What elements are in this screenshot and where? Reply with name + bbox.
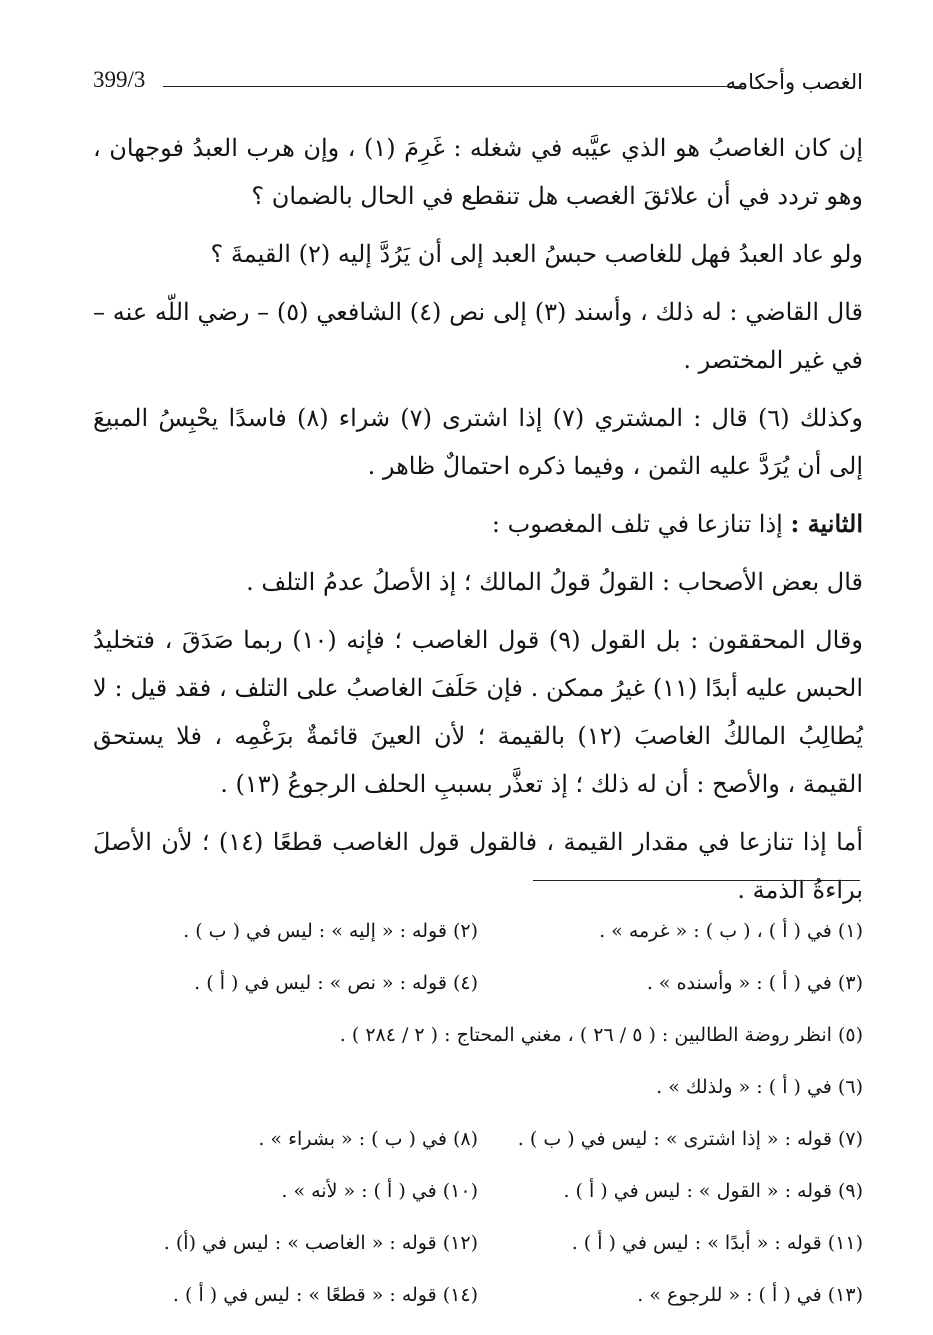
footnote: (١٣) في ( أ ) : « للرجوع » . — [637, 1284, 863, 1306]
footnote: (٤) قوله : « نص » : ليس في ( أ ) . — [194, 972, 478, 994]
footnote-row — [93, 1113, 863, 1165]
footnote-row — [93, 905, 863, 957]
paragraph-text: وقال المحققون : بل القول (٩) قول الغاصب ؛ فإنه (١٠) ربما صَدَقَ ، فتخليدُ الحبس عليه أبدًا (١١) غيرُ ممكن . فإن حَلَفَ الغاصبُ على التلف ، فقد قيل : لا يُطالِبُ المالكُ الغاصبَ (١٢) بالقيمة ؛ لأن العينَ قائمةٌ برَغْمِه ، فلا يستحق القيمة ، والأصح : أن له ذلك ؛ إذ تعذَّر بسببِ الحلف الرجوعُ (١٣) . — [93, 626, 863, 798]
footnote: (١٤) قوله : « قطعًا » : ليس في ( أ ) . — [172, 1284, 478, 1306]
paragraph — [93, 288, 863, 384]
chapter-title: الغصب وأحكامه — [725, 70, 863, 94]
footnote-row — [93, 1165, 863, 1217]
footnotes — [93, 905, 863, 1321]
paragraph — [93, 616, 863, 808]
main-text — [93, 124, 863, 924]
footnote-row — [93, 957, 863, 1009]
footnote-separator — [533, 880, 860, 881]
section-label: الثانية : — [790, 509, 863, 538]
footnote: (٥) انظر روضة الطالبين : ( ٥ / ٢٦ ) ، مغني المحتاج : ( ٢ / ٢٨٤ ) . — [339, 1024, 863, 1046]
paragraph — [93, 124, 863, 220]
paragraph-text: أما إذا تنازعا في مقدار القيمة ، فالقول قول الغاصب قطعًا (١٤) ؛ لأن الأصلَ براءةُ الذمة . — [93, 828, 863, 904]
running-header — [93, 62, 863, 102]
footnote-row — [93, 1061, 863, 1113]
paragraph-text: إذا تنازعا في تلف المغصوب : — [491, 510, 783, 538]
footnote: (٨) في ( ب ) : « بشراء » . — [258, 1128, 478, 1150]
paragraph — [93, 558, 863, 606]
footnote-row — [93, 1217, 863, 1269]
footnote: (١) في ( أ ) ، ( ب ) : « غرمه » . — [599, 920, 863, 942]
header-rule — [163, 86, 745, 87]
paragraph — [93, 818, 863, 914]
footnote: (٣) في ( أ ) : « وأسنده » . — [646, 972, 863, 994]
paragraph-text: وكذلك (٦) قال : المشتري (٧) إذا اشترى (٧) شراء (٨) فاسدًا يحْبِسُ المبيعَ إلى أن يُرَدَّ عليه الثمن ، وفيما ذكره احتمالٌ ظاهر . — [93, 404, 863, 480]
footnote: (٢) قوله : « إليه » : ليس في ( ب ) . — [183, 920, 478, 942]
footnote-row — [93, 1269, 863, 1321]
footnote: (٧) قوله : « إذا اشترى » : ليس في ( ب ) . — [517, 1128, 863, 1150]
footnote: (٩) قوله : « القول » : ليس في ( أ ) . — [563, 1180, 863, 1202]
paragraph-text: قال بعض الأصحاب : القولُ قولُ المالك ؛ إذ الأصلُ عدمُ التلف . — [246, 568, 863, 596]
footnote: (١٢) قوله : « الغاصب » : ليس في (أ) . — [163, 1232, 478, 1254]
page-number: 399/3 — [93, 67, 146, 92]
footnote: (١٠) في ( أ ) : « لأنه » . — [281, 1180, 478, 1202]
paragraph-text: قال القاضي : له ذلك ، وأسند (٣) إلى نص (٤) الشافعي (٥) – رضي اللّه عنه – في غير المختصر . — [93, 298, 864, 374]
paragraph — [93, 230, 863, 278]
paragraph — [93, 394, 863, 490]
paragraph-text: إن كان الغاصبُ هو الذي عيَّبه في شغله : غَرِمَ (١) ، وإن هرب العبدُ فوجهان ، وهو تردد في أن علائقَ الغصب هل تنقطع في الحال بالضمان ؟ — [93, 134, 863, 210]
paragraph — [93, 500, 863, 548]
footnote-row — [93, 1009, 863, 1061]
footnote: (٦) في ( أ ) : « ولذلك » . — [656, 1076, 863, 1098]
footnote: (١١) قوله : « أبدًا » : ليس في ( أ ) . — [571, 1232, 863, 1254]
paragraph-text: ولو عاد العبدُ فهل للغاصب حبسُ العبد إلى أن يَرُدَّ إليه (٢) القيمةَ ؟ — [210, 240, 863, 268]
